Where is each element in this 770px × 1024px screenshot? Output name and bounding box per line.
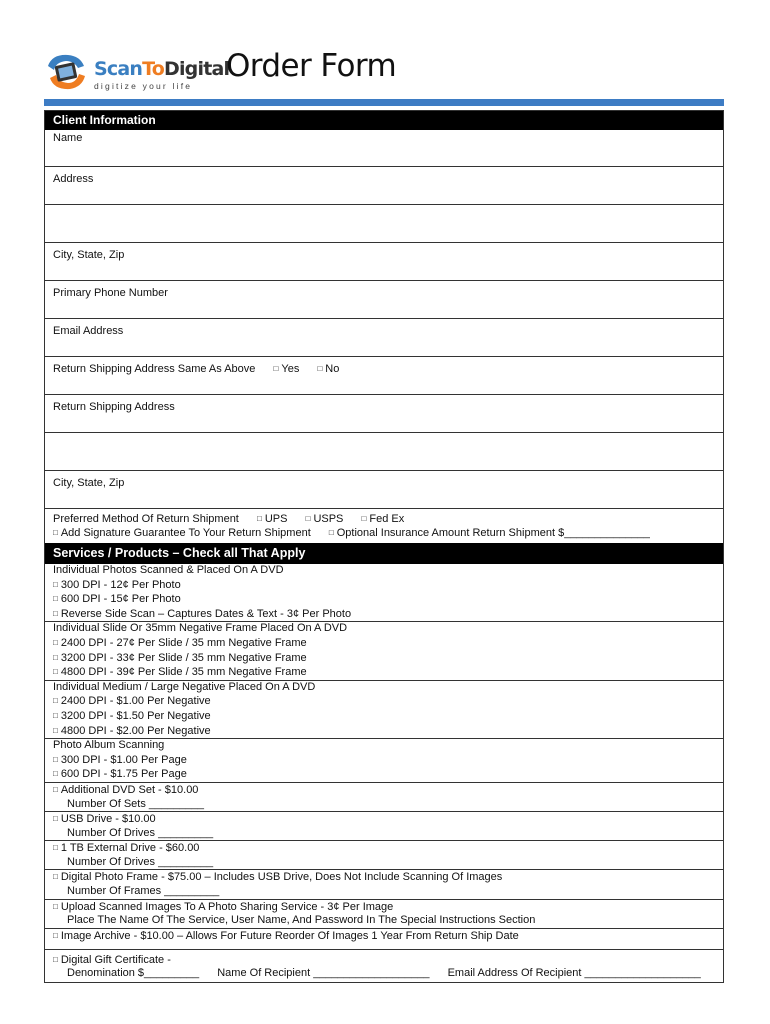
option-label: 300 DPI - 12¢ Per Photo	[60, 578, 181, 591]
service-gift-certificate	[45, 949, 723, 982]
option-label: 1 TB External Drive - $60.00	[60, 842, 200, 855]
field-label: Name	[53, 132, 83, 144]
service-title: Individual Medium / Large Negative Placed On A DVD	[53, 680, 316, 693]
option-label: 3200 DPI - 33¢ Per Slide / 35 mm Negative Frame	[60, 651, 307, 664]
service-title: Photo Album Scanning	[53, 739, 165, 752]
option-label: UPS	[264, 513, 288, 525]
recipient-name-field[interactable]: Name Of Recipient ___________________	[217, 967, 430, 980]
service-title: Individual Slide Or 35mm Negative Frame Placed On A DVD	[53, 622, 348, 635]
field-label: City, State, Zip	[53, 249, 125, 261]
checkbox[interactable]: □	[53, 637, 58, 647]
service-album	[45, 738, 723, 782]
option-label: Fed Ex	[369, 513, 405, 525]
logo-wordmark: ScanToDigital	[94, 58, 230, 80]
section-heading-services: Services / Products – Check all That Apply	[45, 543, 723, 564]
logo-film-icon	[44, 52, 88, 92]
field-label: City, State, Zip	[53, 477, 125, 489]
option-label: 3200 DPI - $1.50 Per Negative	[60, 709, 211, 722]
recipient-email-field[interactable]: Email Address Of Recipient ___________________	[447, 967, 701, 980]
field-return-city-state-zip[interactable]	[45, 470, 723, 508]
quantity-field[interactable]: Number Of Sets _________	[67, 797, 204, 810]
header-accent-bar	[44, 99, 724, 106]
order-form	[44, 110, 724, 983]
field-return-same	[45, 356, 723, 394]
field-return-address-line-2[interactable]	[45, 432, 723, 470]
checkbox-ups[interactable]: □	[257, 514, 262, 523]
option-label: Add Signature Guarantee To Your Return Shipment	[60, 527, 311, 539]
field-name[interactable]	[45, 130, 723, 166]
logo-tagline: digitize your life	[94, 81, 193, 91]
option-label: No	[325, 363, 340, 375]
option-label: USB Drive - $10.00	[60, 813, 156, 826]
field-label: Return Shipping Address	[53, 401, 175, 413]
service-note: Place The Name Of The Service, User Name, And Password In The Special Instructions Section	[67, 914, 536, 927]
option-label: 600 DPI - $1.75 Per Page	[60, 768, 187, 781]
option-label: Image Archive - $10.00 – Allows For Future Reorder Of Images 1 Year From Return Ship Date	[60, 929, 519, 942]
checkbox[interactable]: □	[53, 579, 58, 589]
option-label: 600 DPI - 15¢ Per Photo	[60, 593, 181, 606]
quantity-field[interactable]: Number Of Frames _________	[67, 885, 220, 898]
checkbox[interactable]: □	[53, 930, 58, 940]
quantity-field[interactable]: Number Of Drives _________	[67, 855, 214, 868]
service-negatives	[45, 680, 723, 738]
service-usb-drive	[45, 811, 723, 840]
option-label: Reverse Side Scan – Captures Dates & Text - 3¢ Per Photo	[60, 607, 352, 620]
service-photos	[45, 564, 723, 621]
checkbox-insurance[interactable]: □	[328, 528, 334, 537]
service-dvd-set	[45, 782, 723, 811]
field-label: Email Address	[53, 325, 124, 337]
option-label: Upload Scanned Images To A Photo Sharing Service - 3¢ Per Image	[60, 900, 394, 913]
checkbox-yes[interactable]: □	[273, 364, 279, 373]
option-label: 300 DPI - $1.00 Per Page	[60, 753, 187, 766]
checkbox[interactable]: □	[53, 784, 58, 794]
option-label: Additional DVD Set - $10.00	[60, 783, 199, 796]
checkbox[interactable]: □	[53, 754, 58, 764]
option-label: Yes	[281, 363, 300, 375]
service-photo-frame	[45, 869, 723, 898]
checkbox[interactable]: □	[53, 954, 58, 964]
option-label: 4800 DPI - $2.00 Per Negative	[60, 724, 211, 737]
checkbox-signature[interactable]: □	[53, 528, 58, 537]
service-image-archive	[45, 928, 723, 949]
option-label: Digital Gift Certificate -	[60, 953, 171, 966]
option-label: 2400 DPI - $1.00 Per Negative	[60, 695, 211, 708]
checkbox[interactable]: □	[53, 901, 58, 911]
field-label: Primary Phone Number	[53, 287, 168, 299]
checkbox-usps[interactable]: □	[305, 514, 311, 523]
field-phone[interactable]	[45, 280, 723, 318]
company-logo	[44, 52, 230, 96]
checkbox[interactable]: □	[53, 608, 58, 618]
checkbox[interactable]: □	[53, 814, 58, 824]
checkbox[interactable]: □	[53, 725, 58, 735]
section-heading-client: Client Information	[45, 111, 723, 130]
quantity-field[interactable]: Number Of Drives _________	[67, 826, 214, 839]
checkbox[interactable]: □	[53, 594, 58, 604]
form-header	[44, 48, 724, 100]
service-external-drive	[45, 840, 723, 869]
field-label: Return Shipping Address Same As Above	[53, 363, 256, 375]
field-city-state-zip[interactable]	[45, 242, 723, 280]
field-address[interactable]	[45, 166, 723, 204]
field-label: Preferred Method Of Return Shipment	[53, 513, 239, 525]
option-label: USPS	[313, 513, 344, 525]
shipping-preferences	[45, 508, 723, 543]
option-label: 2400 DPI - 27¢ Per Slide / 35 mm Negative Frame	[60, 636, 307, 649]
denomination-field[interactable]: Denomination $_________	[67, 967, 200, 980]
checkbox[interactable]: □	[53, 652, 58, 662]
checkbox[interactable]: □	[53, 843, 58, 853]
checkbox-no[interactable]: □	[317, 364, 323, 373]
checkbox[interactable]: □	[53, 696, 58, 706]
checkbox[interactable]: □	[53, 710, 58, 720]
page-title: Order Form	[226, 48, 397, 84]
field-label: Address	[53, 173, 94, 185]
option-label: Optional Insurance Amount Return Shipment $______________	[336, 527, 650, 539]
checkbox[interactable]: □	[53, 769, 58, 779]
option-label: Digital Photo Frame - $75.00 – Includes USB Drive, Does Not Include Scanning Of Images	[60, 871, 503, 884]
field-address-line-2[interactable]	[45, 204, 723, 242]
field-email[interactable]	[45, 318, 723, 356]
service-slides	[45, 621, 723, 679]
checkbox[interactable]: □	[53, 872, 58, 882]
checkbox[interactable]: □	[53, 667, 58, 677]
service-upload	[45, 899, 723, 928]
checkbox-fedex[interactable]: □	[361, 514, 367, 523]
field-return-address[interactable]	[45, 394, 723, 432]
service-title: Individual Photos Scanned & Placed On A DVD	[53, 564, 284, 576]
option-label: 4800 DPI - 39¢ Per Slide / 35 mm Negative Frame	[60, 666, 307, 679]
